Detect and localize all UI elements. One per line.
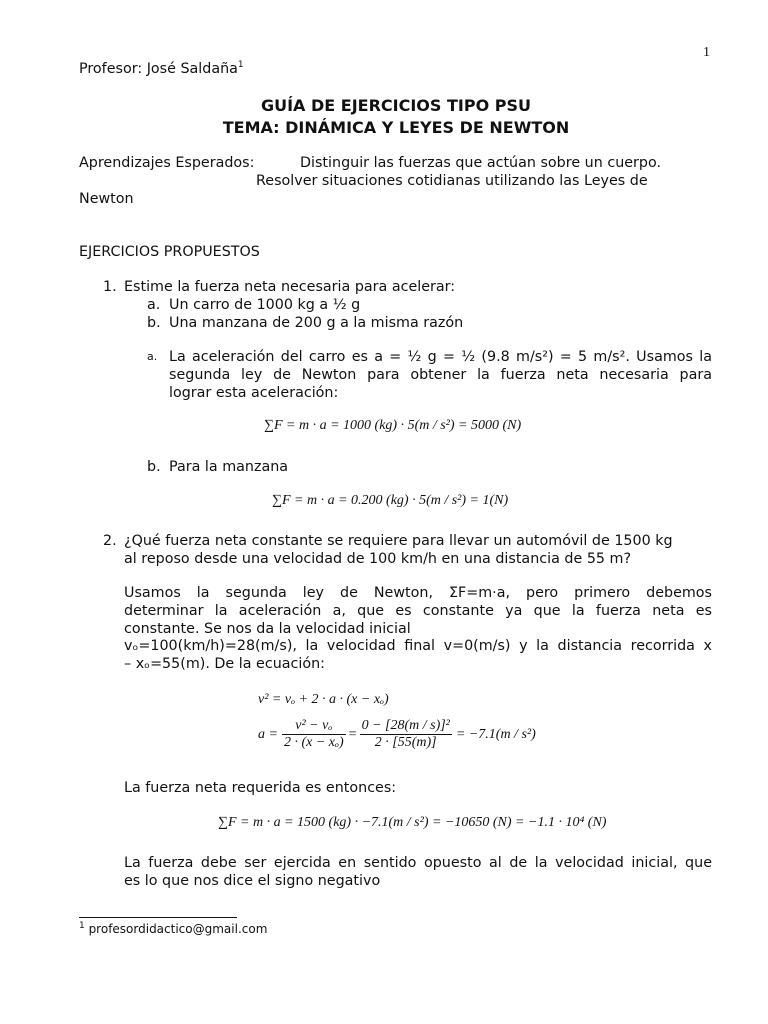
exercise-2-paragraph-1-line-5: – xₒ=55(m). De la ecuación:	[124, 656, 325, 672]
aprendizaje-item-2: Resolver situaciones cotidianas utilizando las Leyes de	[256, 173, 648, 189]
exercise-2-paragraph-2: La fuerza neta requerida es entonces:	[124, 780, 397, 796]
fraction-symbolic-denominator: 2 · (x − xₒ)	[283, 735, 344, 750]
exercise-2-paragraph-1-line-2: determinar la aceleración a, que es constante ya que la fuerza neta es	[124, 603, 712, 619]
aprendizaje-item-1: Distinguir las fuerzas que actúan sobre un cuerpo.	[300, 155, 662, 171]
equation-net-force-car: ∑F = m · a = 1000 (kg) · 5(m / s²) = 5000 (N)	[264, 418, 522, 433]
fraction-symbolic-numerator: v² − vₒ	[282, 718, 346, 735]
equation-kinematics: v² = vₒ + 2 · a · (x − xₒ)	[258, 692, 389, 707]
professor-line	[79, 61, 244, 77]
exercise-2-question-line-1: ¿Qué fuerza neta constante se requiere para llevar un automóvil de 1500 kg	[124, 533, 673, 549]
exercise-1-solution-b-mark: b.	[147, 459, 161, 475]
exercise-1-option-a-mark: a.	[147, 297, 161, 313]
exercise-1-number: 1.	[103, 279, 117, 295]
document-title: GUÍA DE EJERCICIOS TIPO PSU	[260, 96, 532, 115]
footnote-mark: 1	[79, 921, 85, 931]
document-subtitle: TEMA: DINÁMICA Y LEYES DE NEWTON	[222, 118, 570, 137]
professor-name: Profesor: José Saldaña	[79, 61, 238, 77]
exercise-2-paragraph-1-line-3: constante. Se nos da la velocidad inicial	[124, 621, 411, 637]
footnote	[79, 922, 267, 936]
exercise-1-solution-a-mark: a.	[147, 350, 158, 363]
exercise-1-solution-a-line-1: La aceleración del carro es a = ½ g = ½ (9.8 m/s²) = 5 m/s². Usamos la	[169, 349, 712, 365]
equation-acceleration-rhs: = −7.1(m / s²)	[455, 726, 536, 742]
fraction-symbolic	[282, 718, 346, 751]
exercise-1-option-b: Una manzana de 200 g a la misma razón	[169, 315, 464, 331]
footnote-reference: 1	[237, 60, 244, 71]
exercise-1-option-b-mark: b.	[147, 315, 161, 331]
exercise-2-paragraph-1-line-4: vₒ=100(km/h)=28(m/s), la velocidad final v=0(m/s) y la distancia recorrida x	[124, 638, 712, 654]
exercise-1-question: Estime la fuerza neta necesaria para acelerar:	[124, 279, 456, 295]
exercise-1-solution-a-line-3: lograr esta aceleración:	[169, 385, 339, 401]
equation-acceleration-lhs: a =	[258, 726, 278, 742]
fraction-numeric	[360, 718, 452, 751]
exercise-1-solution-a-line-2: segunda ley de Newton para obtener la fuerza neta necesaria para	[169, 367, 712, 383]
aprendizaje-item-2-continued: Newton	[79, 191, 134, 207]
footnote-email: profesordidactico@gmail.com	[88, 922, 268, 936]
page-number: 1	[703, 45, 710, 60]
fraction-numeric-numerator: 0 − [28(m / s)]²	[361, 718, 450, 733]
exercise-2-paragraph-1-line-1: Usamos la segunda ley de Newton, ΣF=m·a, pero primero debemos	[124, 585, 712, 601]
exercise-2-question-line-2: al reposo desde una velocidad de 100 km/h en una distancia de 55 m?	[124, 551, 632, 567]
footnote-separator	[79, 917, 237, 918]
equation-acceleration	[258, 718, 536, 751]
exercise-2-paragraph-3-line-2: es lo que nos dice el signo negativo	[124, 873, 381, 889]
equation-net-force-automobile: ∑F = m · a = 1500 (kg) · −7.1(m / s²) = −10650 (N) = −1.1 · 10⁴ (N)	[218, 815, 607, 830]
exercise-2-number: 2.	[103, 533, 117, 549]
fraction-numeric-denominator: 2 · [55(m)]	[374, 735, 437, 750]
aprendizajes-label: Aprendizajes Esperados:	[79, 155, 255, 171]
equation-net-force-apple: ∑F = m · a = 0.200 (kg) · 5(m / s²) = 1(N)	[272, 493, 509, 508]
exercise-1-solution-b: Para la manzana	[169, 459, 289, 475]
exercise-2-paragraph-3-line-1: La fuerza debe ser ejercida en sentido opuesto al de la velocidad inicial, que	[124, 855, 712, 871]
section-title: EJERCICIOS PROPUESTOS	[79, 244, 260, 260]
exercise-1-option-a: Un carro de 1000 kg a ½ g	[169, 297, 361, 313]
equals-sign: =	[348, 726, 357, 742]
